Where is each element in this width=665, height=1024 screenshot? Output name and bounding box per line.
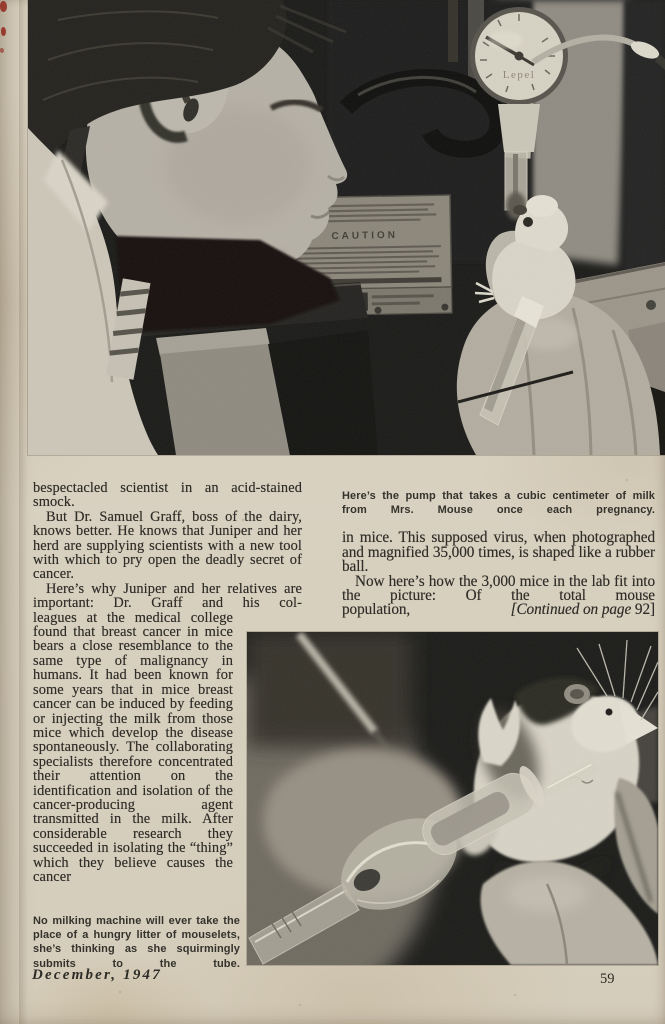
gauge-brand-label: Lepel — [502, 69, 536, 81]
paragraph-last-words: population, — [342, 601, 411, 619]
photo-mouse-milking-closeup — [247, 632, 658, 965]
film-grain — [247, 632, 658, 965]
article-right-column — [342, 489, 655, 618]
page-number: 59 — [600, 971, 615, 987]
photo-scientist-and-machine — [28, 0, 665, 455]
continued-line — [342, 603, 655, 617]
paragraph: Here’s why Juniper and her relatives are important: Dr. Graff and his col- — [33, 580, 302, 612]
paragraph: bespectacled scientist in an acid-stained smock. — [33, 480, 302, 511]
film-grain — [28, 0, 665, 455]
page-binding-crease — [19, 0, 28, 1024]
red-ink-speck — [0, 1, 7, 12]
plaque-heading: CAUTION — [331, 229, 399, 243]
photo-caption-pump: Here’s the pump that takes a cubic centimeter of milk from Mrs. Mouse once each pregnancy. — [342, 490, 655, 517]
paragraph: Now here’s how the 3,000 mice in the lab fit into the picture: Of the total mouse — [342, 572, 655, 605]
red-ink-speck — [0, 48, 4, 53]
paragraph-wrapped-around-photo: leagues at the medical college found that breast cancer in mice bears a close resemblance to the same type of malignancy in humans. It had been known for some years that in mice breast cancer can be induced by feeding or injecting the milk from those mice which develop the disease spontaneously. The collaborating specialists therefore concentrated their attention on the identification and isolation of the cancer-producing agent transmitted in the milk. After considerable research they succeeded in isolating the “thing” which they believe causes the cancer — [33, 609, 233, 885]
paragraph: in mice. This supposed virus, when photographed and magnified 35,000 times, is shaped like a rubber ball. — [342, 529, 655, 576]
continued-on-page-note: [Continued on page 92] — [510, 601, 655, 619]
red-ink-speck — [1, 27, 6, 36]
issue-date: December, 1947 — [32, 967, 162, 983]
paragraph: But Dr. Samuel Graff, boss of the dairy, knows better. He knows that Juniper and her herd are supplying scientists with a new tool with which to pry open the deadly secret of cancer. — [33, 508, 302, 583]
photo-caption-milking: No milking machine will ever take the place of a hungry litter of mouselets, she’s thinking as she squirmingly submits to the tube. — [33, 915, 240, 970]
